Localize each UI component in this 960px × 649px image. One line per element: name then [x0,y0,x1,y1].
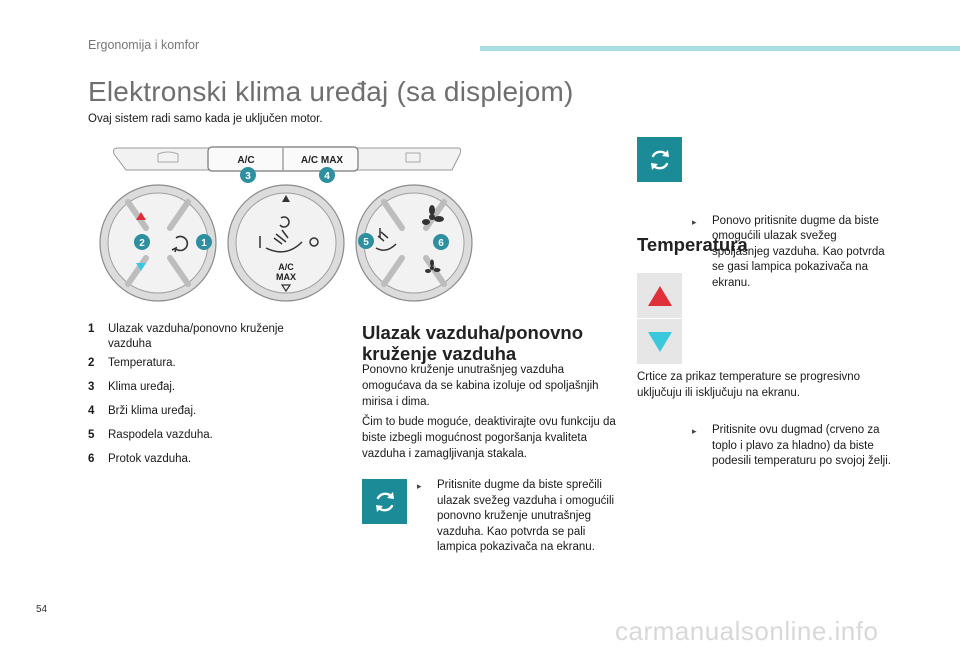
intro-text: Ovaj sistem radi samo kada je uključen motor. [88,113,323,125]
legend-item: 6 Protok vazduha. [88,453,192,465]
svg-text:6: 6 [438,238,444,249]
svg-text:1: 1 [201,238,207,249]
recirculation-paragraph-2: Čim to bude moguće, deaktivirajte ovu funkciju da biste izbegli mogućnost pogoršanja kvaliteta vazduha i zamagljivanja stakala. [362,416,616,460]
header-bar [480,46,960,51]
callout-1 [196,234,212,250]
recirculation-button-illustration [362,479,407,524]
legend-item: 2 Temperatura. [88,357,176,369]
fresh-air-button-illustration [637,137,682,182]
svg-text:4: 4 [324,171,330,182]
callout-6 [433,234,449,250]
page-title: Elektronski klima uređaj (sa displejom) [88,76,574,107]
svg-text:2: 2 [139,238,145,249]
triangle-down-icon [647,331,673,353]
ac-label: A/C [237,155,255,166]
temperature-up-illustration [637,273,682,318]
center-ac-label: A/C [278,262,294,272]
acmax-label: A/C MAX [300,155,344,166]
svg-text:3: 3 [245,171,251,182]
temperature-instruction: ▸ Pritisnite ovu dugmad (crveno za toplo i plavo za hladno) da biste podesili temperaturu po svojoj želji. [692,424,891,467]
section-header: Ergonomija i komfor [88,38,200,52]
fresh-air-instruction: ▸ Ponovo pritisnite dugme da biste omogućili ulazak svežeg spoljašnjeg vazduha. Kao potvrda se gasi lampica pokazivača na ekranu. [692,214,885,289]
callout-4 [319,167,335,183]
bullet-triangle-icon: ▸ [692,216,697,227]
callout-5 [358,233,374,249]
temperature-title: Temperatura [637,234,748,255]
recirculation-paragraph-1: Ponovno kruženje unutrašnjeg vazduha omogućava da se kabina izoluje od spoljašnjih mirisa i dima. [362,364,599,408]
page-number: 54 [36,604,48,615]
watermark: carmanualsonline.info [615,616,879,646]
temperature-down-illustration [637,319,682,364]
legend-list [88,322,328,467]
svg-text:5: 5 [363,237,369,248]
callout-2 [134,234,150,250]
triangle-up-icon [647,285,673,307]
control-panel-diagram [96,140,476,310]
legend-item: 5 Raspodela vazduha. [88,429,213,441]
recirculation-icon [647,147,673,173]
center-max-label: MAX [276,272,296,282]
callout-3 [240,167,256,183]
recirculation-icon [372,489,398,515]
legend-item: 3 Klima uređaj. [88,381,176,393]
bullet-triangle-icon: ▸ [692,426,697,436]
bullet-triangle-icon: ▸ [417,481,422,491]
center-distribution-knob [228,185,344,301]
recirculation-title: Ulazak vazduha/ponovno kruženje vazduha [362,322,584,364]
legend-item: 1 Ulazak vazduha/ponovno kruženje vazduha [88,323,284,350]
legend-item: 4 Brži klima uređaj. [88,405,197,417]
temperature-note: Crtice za prikaz temperature se progresivno uključuju ili isključuju na ekranu. [637,371,861,399]
recirculation-instruction: ▸ Pritisnite dugme da biste sprečili ulazak svežeg vazduha i omogućili ponovno kruženje unutrašnjeg vazduha. Kao potvrda se pali lampica pokazivača na ekranu. [417,479,615,553]
